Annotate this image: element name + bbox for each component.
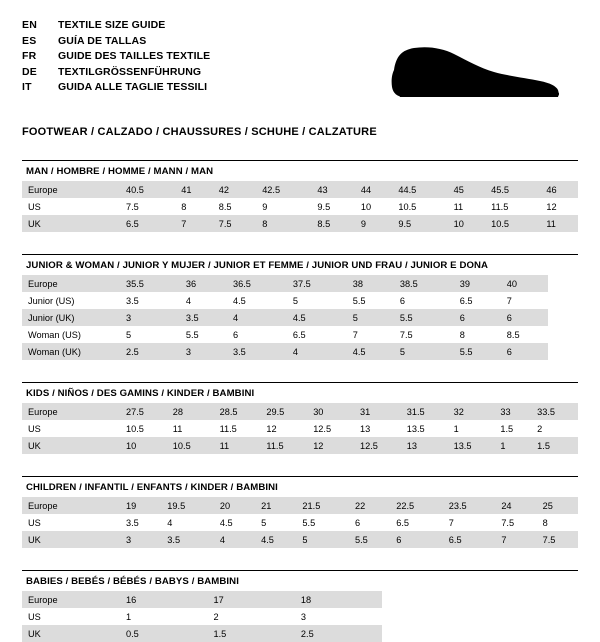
language-title: GUÍA DE TALLAS [58, 34, 147, 47]
size-table [22, 181, 578, 232]
size-cell: 13.5 [448, 437, 495, 454]
size-cell [438, 608, 466, 625]
size-cell: 10 [120, 437, 167, 454]
size-cell: 4.5 [255, 531, 296, 548]
size-cell: 5.5 [454, 343, 501, 360]
table-row [22, 437, 578, 454]
size-cell: 6.5 [390, 514, 443, 531]
size-cell: 5 [120, 326, 180, 343]
size-cell: 8.5 [213, 198, 256, 215]
size-cell: 10.5 [120, 420, 167, 437]
size-cell: 2.5 [295, 625, 382, 642]
size-cell [382, 625, 410, 642]
size-cell: 7.5 [495, 514, 536, 531]
size-cell: 7.5 [537, 531, 578, 548]
size-cell [466, 608, 494, 625]
size-cell: 0.5 [120, 625, 207, 642]
size-cell: 1 [494, 437, 531, 454]
size-cell: 39 [454, 275, 501, 292]
size-cell: 4 [180, 292, 227, 309]
table-row [22, 326, 578, 343]
size-cell: 44.5 [392, 181, 447, 198]
size-group-title: BABIES / BEBÉS / BÉBÉS / BABYS / BAMBINI [26, 576, 239, 587]
size-cell: 7 [443, 514, 496, 531]
size-cell [494, 608, 522, 625]
size-cell: 2 [207, 608, 294, 625]
size-cell: 10 [355, 198, 393, 215]
size-cell: 16 [120, 591, 207, 608]
size-table [22, 403, 578, 454]
size-cell: 7 [175, 215, 213, 232]
language-title-list [22, 18, 210, 96]
size-cell [466, 625, 494, 642]
size-cell: 11 [214, 437, 261, 454]
language-row [22, 65, 210, 81]
size-cell: 7.5 [120, 198, 175, 215]
size-cell: 12.5 [307, 420, 354, 437]
size-cell: 38.5 [394, 275, 454, 292]
row-label: Junior (UK) [22, 309, 120, 326]
size-cell [494, 625, 522, 642]
size-cell [563, 343, 578, 360]
size-group [22, 476, 578, 548]
size-cell: 9.5 [392, 215, 447, 232]
size-group [22, 382, 578, 454]
table-row [22, 514, 578, 531]
language-code: ES [22, 34, 37, 47]
size-cell: 36 [180, 275, 227, 292]
table-row [22, 275, 578, 292]
size-cell [522, 608, 550, 625]
size-cell [563, 275, 578, 292]
size-cell: 6 [501, 309, 548, 326]
language-title: TEXTILGRÖSSENFÜHRUNG [58, 65, 202, 78]
size-cell [522, 625, 550, 642]
size-cell: 8.5 [311, 215, 354, 232]
size-cell: 31 [354, 403, 401, 420]
size-cell: 24 [495, 497, 536, 514]
size-cell: 6.5 [287, 326, 347, 343]
table-row [22, 420, 578, 437]
size-cell [563, 292, 578, 309]
divider [22, 160, 578, 161]
size-cell: 41 [175, 181, 213, 198]
size-cell: 4 [214, 531, 255, 548]
language-code: EN [22, 19, 37, 31]
row-label: Woman (UK) [22, 343, 120, 360]
size-cell: 3 [180, 343, 227, 360]
size-cell [548, 275, 563, 292]
size-cell: 6.5 [454, 292, 501, 309]
size-cell: 8.5 [501, 326, 548, 343]
size-cell: 22 [349, 497, 390, 514]
size-cell: 11.5 [260, 437, 307, 454]
table-row [22, 625, 578, 642]
size-cell: 10.5 [167, 437, 214, 454]
language-code: IT [22, 81, 32, 93]
size-cell: 21 [255, 497, 296, 514]
row-label: US [22, 514, 120, 531]
size-cell: 31.5 [401, 403, 448, 420]
size-cell: 5 [255, 514, 296, 531]
table-row [22, 215, 578, 232]
size-table [22, 497, 578, 548]
size-cell: 13.5 [401, 420, 448, 437]
size-cell [550, 608, 578, 625]
size-cell [548, 326, 563, 343]
table-row [22, 608, 578, 625]
size-cell: 42.5 [256, 181, 311, 198]
size-cell: 19 [120, 497, 161, 514]
size-group-title: MAN / HOMBRE / HOMME / MANN / MAN [26, 166, 214, 177]
size-group [22, 570, 578, 642]
divider [22, 476, 578, 477]
size-cell: 8 [454, 326, 501, 343]
size-cell: 10.5 [392, 198, 447, 215]
row-label: Europe [22, 403, 120, 420]
row-label: US [22, 198, 120, 215]
size-group-title: KIDS / NIÑOS / DES GAMINS / KINDER / BAMBINI [26, 388, 255, 399]
divider [22, 382, 578, 383]
size-cell: 1.5 [494, 420, 531, 437]
size-cell: 8 [537, 514, 578, 531]
document-header [22, 18, 578, 110]
row-label: Europe [22, 497, 120, 514]
size-cell: 13 [354, 420, 401, 437]
size-cell: 6 [349, 514, 390, 531]
table-row [22, 343, 578, 360]
size-cell: 7 [495, 531, 536, 548]
size-cell: 38 [347, 275, 394, 292]
size-cell: 3.5 [161, 531, 214, 548]
size-cell [563, 309, 578, 326]
size-groups [22, 160, 578, 642]
size-cell: 5 [347, 309, 394, 326]
size-cell: 35.5 [120, 275, 180, 292]
size-group [22, 254, 578, 360]
dress-shoe-icon [380, 34, 570, 104]
language-row [22, 80, 210, 96]
row-label: UK [22, 531, 120, 548]
size-cell: 5 [287, 292, 347, 309]
size-cell: 45.5 [485, 181, 540, 198]
size-cell [410, 625, 438, 642]
size-cell: 37.5 [287, 275, 347, 292]
size-cell: 11 [167, 420, 214, 437]
divider [22, 254, 578, 255]
size-cell: 5 [394, 343, 454, 360]
row-label: UK [22, 215, 120, 232]
row-label: Europe [22, 181, 120, 198]
size-cell: 36.5 [227, 275, 287, 292]
size-cell: 1.5 [531, 437, 578, 454]
size-cell: 12 [540, 198, 578, 215]
size-cell [438, 625, 466, 642]
size-group-title: JUNIOR & WOMAN / JUNIOR Y MUJER / JUNIOR ET FEMME / JUNIOR UND FRAU / JUNIOR E DONA [26, 260, 489, 271]
size-cell: 12 [260, 420, 307, 437]
size-cell: 42 [213, 181, 256, 198]
size-cell: 25 [537, 497, 578, 514]
row-label: US [22, 420, 120, 437]
size-cell: 3.5 [120, 292, 180, 309]
size-cell: 8 [256, 215, 311, 232]
row-label: US [22, 608, 120, 625]
size-cell: 2 [531, 420, 578, 437]
size-group-title: CHILDREN / INFANTIL / ENFANTS / KINDER / BAMBINI [26, 482, 278, 493]
size-cell: 3 [120, 531, 161, 548]
size-cell: 9 [355, 215, 393, 232]
size-cell: 7 [501, 292, 548, 309]
size-cell: 7 [347, 326, 394, 343]
table-row [22, 531, 578, 548]
size-cell: 32 [448, 403, 495, 420]
language-row [22, 49, 210, 65]
size-table [22, 591, 578, 642]
table-row [22, 403, 578, 420]
size-cell: 3 [295, 608, 382, 625]
size-cell: 12 [307, 437, 354, 454]
language-code: DE [22, 65, 37, 78]
size-cell: 9.5 [311, 198, 354, 215]
size-cell: 13 [401, 437, 448, 454]
size-cell: 44 [355, 181, 393, 198]
size-cell: 40.5 [120, 181, 175, 198]
size-cell: 6.5 [443, 531, 496, 548]
size-cell: 4.5 [347, 343, 394, 360]
size-cell: 11.5 [485, 198, 540, 215]
size-cell: 27.5 [120, 403, 167, 420]
language-code: FR [22, 50, 37, 62]
size-cell: 6 [227, 326, 287, 343]
size-cell [548, 292, 563, 309]
size-cell: 2.5 [120, 343, 180, 360]
category-title: FOOTWEAR / CALZADO / CHAUSSURES / SCHUHE / CALZATURE [22, 126, 377, 138]
language-row [22, 34, 210, 50]
size-cell: 40 [501, 275, 548, 292]
divider [22, 570, 578, 571]
size-cell: 45 [448, 181, 486, 198]
size-cell: 21.5 [296, 497, 349, 514]
size-cell: 6 [501, 343, 548, 360]
size-cell [550, 625, 578, 642]
table-row [22, 198, 578, 215]
size-cell [548, 309, 563, 326]
size-cell: 6.5 [120, 215, 175, 232]
size-cell: 5.5 [349, 531, 390, 548]
table-row [22, 497, 578, 514]
size-cell: 5 [296, 531, 349, 548]
size-cell: 11.5 [214, 420, 261, 437]
row-label: Europe [22, 275, 120, 292]
size-cell: 6 [454, 309, 501, 326]
size-cell: 29.5 [260, 403, 307, 420]
size-cell: 18 [295, 591, 382, 608]
size-cell: 20 [214, 497, 255, 514]
size-group [22, 160, 578, 232]
size-cell: 4 [287, 343, 347, 360]
size-cell: 19.5 [161, 497, 214, 514]
language-title: TEXTILE SIZE GUIDE [58, 19, 166, 31]
size-cell: 1 [448, 420, 495, 437]
row-label: Europe [22, 591, 120, 608]
size-cell: 30 [307, 403, 354, 420]
table-row [22, 181, 578, 198]
size-table [22, 275, 578, 360]
size-cell: 22.5 [390, 497, 443, 514]
size-cell: 3.5 [120, 514, 161, 531]
row-label: UK [22, 625, 120, 642]
size-cell: 33 [494, 403, 531, 420]
size-cell: 43 [311, 181, 354, 198]
row-label: Junior (US) [22, 292, 120, 309]
size-cell: 9 [256, 198, 311, 215]
size-cell: 8 [175, 198, 213, 215]
size-cell [410, 608, 438, 625]
row-label: UK [22, 437, 120, 454]
size-cell: 5.5 [347, 292, 394, 309]
size-cell: 4 [227, 309, 287, 326]
size-cell: 12.5 [354, 437, 401, 454]
size-cell: 46 [540, 181, 578, 198]
table-row [22, 292, 578, 309]
size-cell: 6 [390, 531, 443, 548]
size-cell [548, 343, 563, 360]
size-cell [563, 326, 578, 343]
size-cell: 1.5 [207, 625, 294, 642]
size-cell: 23.5 [443, 497, 496, 514]
size-cell: 10.5 [485, 215, 540, 232]
size-cell: 3.5 [227, 343, 287, 360]
language-title: GUIDE DES TAILLES TEXTILE [58, 50, 211, 62]
size-cell: 33.5 [531, 403, 578, 420]
size-cell: 1 [120, 608, 207, 625]
size-cell: 4.5 [214, 514, 255, 531]
size-cell: 5.5 [296, 514, 349, 531]
size-cell: 5.5 [394, 309, 454, 326]
table-row [22, 309, 578, 326]
size-cell: 7.5 [213, 215, 256, 232]
size-cell: 17 [207, 591, 294, 608]
size-cell: 3.5 [180, 309, 227, 326]
size-cell: 7.5 [394, 326, 454, 343]
size-cell: 5.5 [180, 326, 227, 343]
size-cell: 11 [448, 198, 486, 215]
row-label: Woman (US) [22, 326, 120, 343]
language-row [22, 18, 210, 34]
size-cell: 28 [167, 403, 214, 420]
size-cell: 28.5 [214, 403, 261, 420]
size-cell: 3 [120, 309, 180, 326]
size-cell: 4.5 [287, 309, 347, 326]
size-cell: 6 [394, 292, 454, 309]
size-cell [382, 608, 410, 625]
language-title: GUIDA ALLE TAGLIE TESSILI [58, 81, 208, 93]
size-cell: 4.5 [227, 292, 287, 309]
size-cell: 11 [540, 215, 578, 232]
size-cell: 10 [448, 215, 486, 232]
size-cell: 4 [161, 514, 214, 531]
